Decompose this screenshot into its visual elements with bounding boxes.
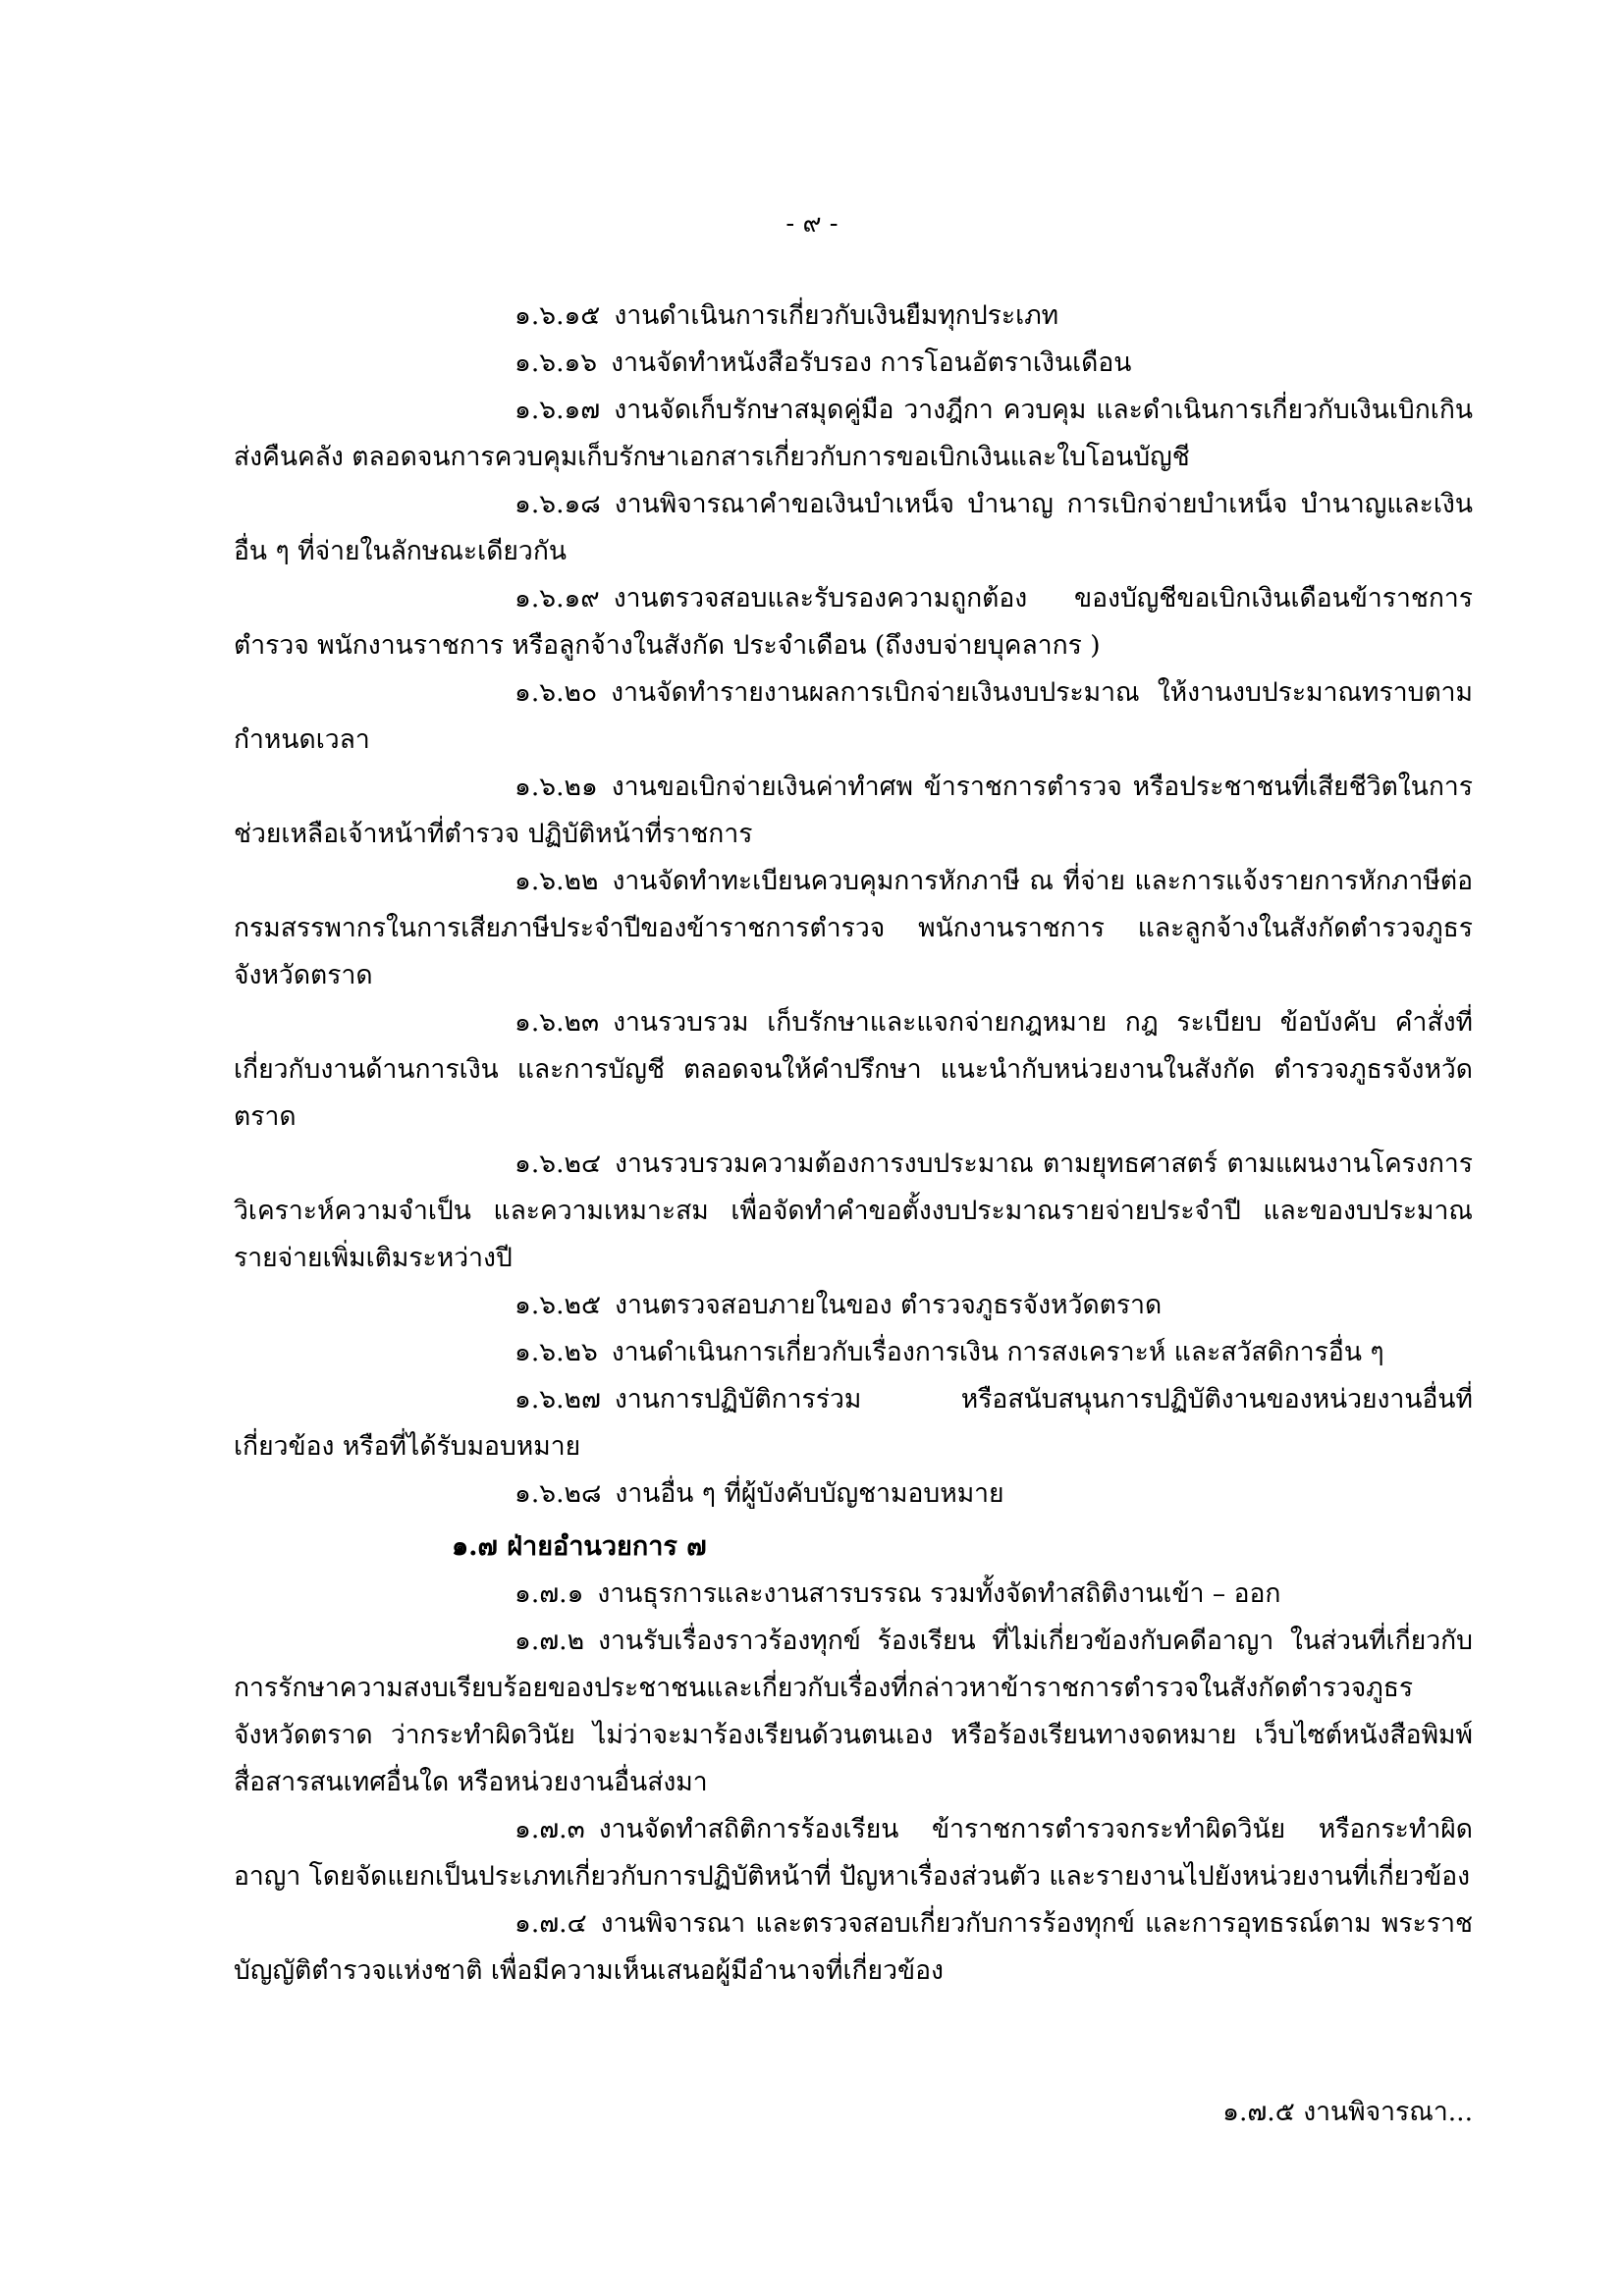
- item-text: งานดำเนินการเกี่ยวกับเงินยืมทุกประเภท: [614, 300, 1059, 331]
- item-text: งานพิจารณา และตรวจสอบเกี่ยวกับการร้องทุกข์ และการอุทธรณ์ตาม พระราชบัญญัติตำรวจแห่งชาติ เพื่อมีความเห็นเสนอผู้มีอำนาจที่เกี่ยวข้อง: [234, 1908, 1473, 1986]
- item-text: งานจัดเก็บรักษาสมุดคู่มือ วางฎีกา ควบคุม และดำเนินการเกี่ยวกับเงินเบิกเกินส่งคืนคลัง ตลอดจนการควบคุมเก็บรักษาเอกสารเกี่ยวกับการขอเบิกเงินและใบโอนบัญชี: [234, 395, 1473, 472]
- paragraph-item: [234, 1900, 1473, 1995]
- item-number: ๑.๖.๑๘: [514, 489, 601, 519]
- section-1-7-items: [234, 1571, 1473, 1995]
- paragraph-item: [234, 575, 1473, 669]
- item-text: งานอื่น ๆ ที่ผู้บังคับบัญชามอบหมาย: [615, 1478, 1004, 1509]
- item-number: ๑.๗.๒: [514, 1626, 585, 1656]
- item-text: งานธุรการและงานสารบรรณ รวมทั้งจัดทำสถิติงานเข้า – ออก: [597, 1578, 1281, 1609]
- item-number: ๑.๖.๒๕: [514, 1290, 602, 1320]
- item-text: งานดำเนินการเกี่ยวกับเรื่องการเงิน การสงเคราะห์ และสวัสดิการอื่น ๆ: [611, 1337, 1384, 1367]
- item-number: ๑.๖.๑๖: [514, 347, 598, 378]
- paragraph-item: [234, 858, 1473, 999]
- item-number: ๑.๖.๒๖: [514, 1337, 598, 1367]
- item-text: งานจัดทำรายงานผลการเบิกจ่ายเงินงบประมาณ ให้งานงบประมาณทราบตามกำหนดเวลา: [234, 677, 1473, 755]
- paragraph-item: [234, 481, 1473, 575]
- document-body: [234, 293, 1473, 1995]
- paragraph-item: [234, 1618, 1473, 1806]
- item-text: งานตรวจสอบและรับรองความถูกต้อง ของบัญชีขอเบิกเงินเดือนข้าราชการตำรวจ พนักงานราชการ หรือลูกจ้างในสังกัด ประจำเดือน (ถึงงบจ่ายบุคลากร ): [234, 583, 1473, 661]
- item-text: งานจัดทำทะเบียนควบคุมการหักภาษี ณ ที่จ่าย และการแจ้งรายการหักภาษีต่อกรมสรรพากรในการเสียภาษีประจำปีของข้าราชการตำรวจ พนักงานราชการ และลูกจ้างในสังกัดตำรวจภูธรจังหวัดตราด: [234, 866, 1473, 990]
- item-number: ๑.๗.๑: [514, 1578, 584, 1609]
- page-number: - ๙ -: [785, 209, 839, 239]
- item-text: งานตรวจสอบภายในของ ตำรวจภูธรจังหวัดตราด: [615, 1290, 1163, 1320]
- item-text: งานจัดทำหนังสือรับรอง การโอนอัตราเงินเดือน: [611, 347, 1132, 378]
- paragraph-item: [234, 1141, 1473, 1282]
- item-number: ๑.๖.๑๕: [514, 300, 601, 331]
- item-text: งานรับเรื่องราวร้องทุกข์ ร้องเรียน ที่ไม่เกี่ยวข้องกับคดีอาญา ในส่วนที่เกี่ยวกับการรักษาความสงบเรียบร้อยของประชาชนและเกี่ยวกับเรื่องที่กล่าวหาข้าราชการตำรวจในสังกัดตำรวจภูธรจังหวัดตราด ว่ากระทำผิดวินัย ไม่ว่าจะมาร้องเรียนด้วนตนเอง หรือร้องเรียนทางจดหมาย เว็บไซต์หนังสือพิมพ์ สื่อสารสนเทศอื่นใด หรือหน่วยงานอื่นส่งมา: [234, 1626, 1473, 1797]
- item-text: งานการปฏิบัติการร่วม หรือสนับสนุนการปฏิบัติงานของหน่วยงานอื่นที่เกี่ยวข้อง หรือที่ได้รับมอบหมาย: [234, 1384, 1473, 1462]
- item-text: งานขอเบิกจ่ายเงินค่าทำศพ ข้าราชการตำรวจ หรือประชาชนที่เสียชีวิตในการช่วยเหลือเจ้าหน้าที่ตำรวจ ปฏิบัติหน้าที่ราชการ: [234, 772, 1473, 849]
- paragraph-item: [234, 1282, 1473, 1329]
- item-number: ๑.๗.๔: [514, 1908, 587, 1939]
- paragraph-item: [234, 999, 1473, 1141]
- item-number: ๑.๗.๓: [514, 1814, 585, 1844]
- item-number: ๑.๖.๒๔: [514, 1148, 602, 1179]
- item-number: ๑.๖.๒๒: [514, 866, 599, 896]
- paragraph-item: [234, 1470, 1473, 1518]
- paragraph-item: [234, 387, 1473, 481]
- item-text: งานจัดทำสถิติการร้องเรียน ข้าราชการตำรวจกระทำผิดวินัย หรือกระทำผิดอาญา โดยจัดแยกเป็นประเภทเกี่ยวกับการปฏิบัติหน้าที่ ปัญหาเรื่องส่วนตัว และรายงานไปยังหน่วยงานที่เกี่ยวข้อง: [234, 1814, 1473, 1892]
- item-text: งานรวบรวม เก็บรักษาและแจกจ่ายกฎหมาย กฎ ระเบียบ ข้อบังคับ คำสั่งที่เกี่ยวกับงานด้านการเงิน และการบัญชี ตลอดจนให้คำปรึกษา แนะนำกับหน่วยงานในสังกัด ตำรวจภูธรจังหวัดตราด: [234, 1007, 1473, 1132]
- paragraph-item: [234, 764, 1473, 858]
- item-number: ๑.๖.๒๐: [514, 677, 598, 708]
- paragraph-item: [234, 669, 1473, 764]
- section-heading: ๑.๗ ฝ่ายอำนวยการ ๗: [452, 1531, 707, 1562]
- paragraph-item: [234, 1376, 1473, 1470]
- item-number: ๑.๖.๒๘: [514, 1478, 602, 1509]
- item-number: ๑.๖.๒๑: [514, 772, 598, 802]
- paragraph-item: [234, 1571, 1473, 1618]
- paragraph-item: [234, 340, 1473, 387]
- item-number: ๑.๖.๒๗: [514, 1384, 601, 1415]
- paragraph-item: [234, 1806, 1473, 1900]
- paragraph-item: [234, 1329, 1473, 1376]
- item-number: ๑.๖.๑๙: [514, 583, 600, 614]
- paragraph-item: [234, 293, 1473, 340]
- section-1-6-items: [234, 293, 1473, 1518]
- item-number: ๑.๖.๑๗: [514, 395, 601, 425]
- item-text: งานพิจารณาคำขอเงินบำเหน็จ บำนาญ การเบิกจ่ายบำเหน็จ บำนาญและเงินอื่น ๆ ที่จ่ายในลักษณะเดียวกัน: [234, 489, 1473, 566]
- footer-continuation: ๑.๗.๕ งานพิจารณา...: [1222, 2097, 1473, 2127]
- item-number: ๑.๖.๒๓: [514, 1007, 600, 1038]
- item-text: งานรวบรวมความต้องการงบประมาณ ตามยุทธศาสตร์ ตามแผนงานโครงการวิเคราะห์ความจำเป็น และความเหมาะสม เพื่อจัดทำคำขอตั้งงบประมาณรายจ่ายประจำปี และของบประมาณรายจ่ายเพิ่มเติมระหว่างปี: [234, 1148, 1473, 1273]
